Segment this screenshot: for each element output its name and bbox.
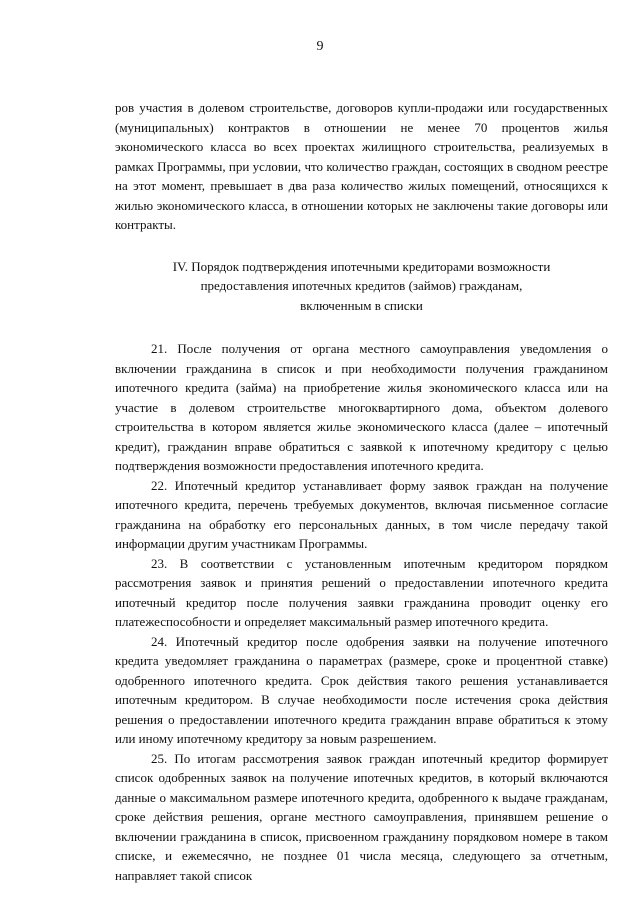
paragraph-24: 24. Ипотечный кредитор после одобрения заявки на получение ипотечного кредита уведомляет гражданина о параметрах (размере, сроке и процентной ставке) одобренного ипотечного кредита. Срок действия такого решения устанавливается ипотечным кредитором. В случае необходимости после истечения срока действия решения о предоставлении ипотечного кредита гражданин вправе обратиться к этому или иному ипотечному кредитору за новым разрешением. bbox=[115, 633, 608, 746]
paragraph-21: 21. После получения от органа местного самоуправления уведомления о включении гражданина в список и при необходимости получения гражданином ипотечного кредита (займа) на приобретение жилья экономического класса или на участие в долевом строительстве многоквартирного дома, объектом долевого строительства в котором является жилье экономического класса (далее – ипотечный кредит), гражданин вправе обратиться с заявкой к ипотечному кредитору с целью подтверждения возможности предоставления ипотечного кредита. bbox=[115, 341, 608, 473]
section-heading bbox=[115, 257, 608, 316]
paragraph-25: 25. По итогам рассмотрения заявок граждан ипотечный кредитор формирует список одобренных заявок на получение ипотечных кредитов, в который включаются данные о максимальном размере ипотечного кредита, одобренного к выдаче гражданам, сроке действия решения, органе местного самоуправления, принявшем решение о включении гражданина в список, присвоенном гражданину порядковом номере в таком списке, и ежемесячно, не позднее 01 числа месяца, следующего за отчетным, направляет такой список bbox=[115, 750, 608, 883]
paragraph-23: 23. В соответствии с установленным ипотечным кредитором порядком рассмотрения заявок и принятия решений о предоставлении ипотечного кредита ипотечный кредитор после получения заявки гражданина проводит оценку его платежеспособности и определяет максимальный размер ипотечного кредита. bbox=[115, 555, 608, 629]
page-number: 9 bbox=[316, 39, 324, 54]
section-heading-line-1: IV. Порядок подтверждения ипотечными кредиторами возможности bbox=[172, 258, 551, 274]
section-heading-line-2: предоставления ипотечных кредитов (займов) гражданам, bbox=[200, 278, 523, 293]
section-heading-line-3: включенным в списки bbox=[300, 297, 423, 313]
intro-paragraph: ров участия в долевом строительстве, договоров купли-продажи или государственных (муниципальных) контрактов в отношении не менее 70 процентов жилья экономического класса во всех проектах жилищного строительства, реализуемых в рамках Программы, при условии, что количество граждан, состоящих в сводном реестре на этот момент, превышает в два раза количество жилых помещений, относящихся к жилью экономического класса, в отношении которых не заключены такие договоры или контракты. bbox=[115, 100, 608, 232]
document-body bbox=[115, 98, 608, 885]
paragraph-22: 22. Ипотечный кредитор устанавливает форму заявок граждан на получение ипотечного кредита, перечень требуемых документов, включая письменное согласие гражданина на обработку его персональных данных, в том числе передачу такой информации другим участникам Программы. bbox=[115, 477, 608, 551]
